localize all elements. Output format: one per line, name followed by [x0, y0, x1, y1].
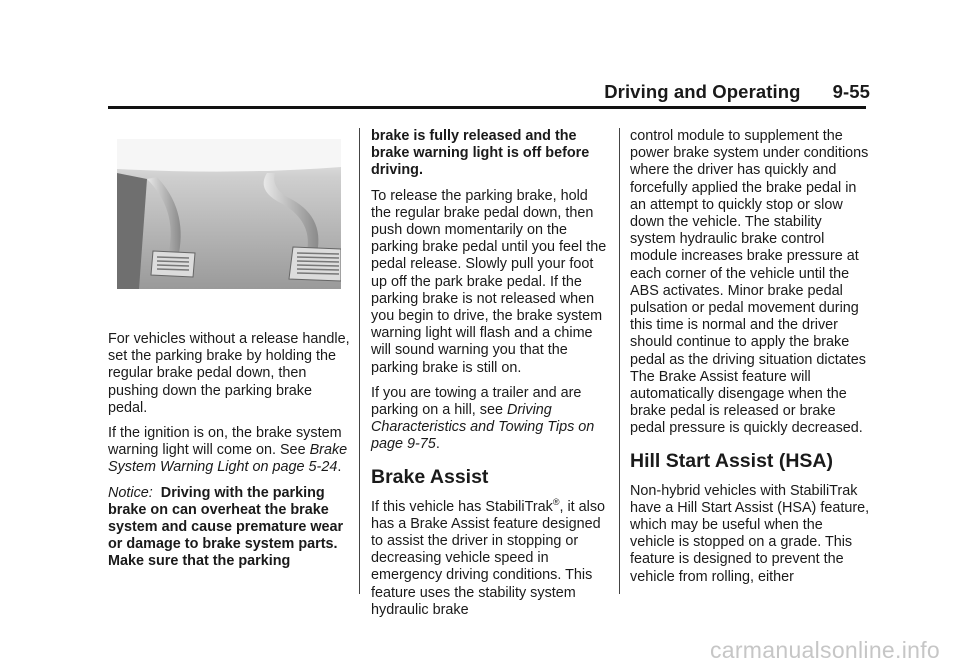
column-divider-2 [619, 128, 620, 594]
watermark: carmanualsonline.info [709, 637, 940, 663]
paragraph-brake-assist-continued: control module to supplement the power brake system under conditions where the driver has quickly and forcefully applied the brake pedal in an attempt to quickly stop or slow down the vehicle. The stability system hydraulic brake control module increases brake pressure at each corner of the vehicle until the ABS activates. Minor brake pedal pulsation or pedal movement during this time is normal and the driver should continue to apply the brake pedal as the driving situation dictates The Brake Assist feature will automatically disengage when the brake pedal is released or brake pedal pressure is quickly decreased. [630, 128, 869, 437]
header-rule [108, 106, 866, 109]
notice-continuation: brake is fully released and the brake warning light is off before driving. [371, 128, 590, 179]
column-1 [108, 331, 352, 579]
parking-brake-pedal [151, 251, 195, 277]
cross-reference-link[interactable]: Brake System Warning Light on page 5-24 [108, 442, 348, 476]
heading-brake-assist: Brake Assist [371, 465, 489, 488]
paragraph-ignition-on: If the ignition is on, the brake system warning light will come on. See Brake System Warning Light on page 5-24. [108, 425, 348, 476]
paragraph-hill-start-assist: Non-hybrid vehicles with StabiliTrak have a Hill Start Assist (HSA) feature, which may be useful when the vehicle is stopped on a grade. This feature is designed to prevent the vehicle from rolling, either [630, 482, 870, 585]
paragraph-without-release-handle: For vehicles without a release handle, set the parking brake by holding the regular brake pedal down, then pushing down the parking brake pedal. [108, 331, 350, 416]
registered-mark: ® [552, 496, 560, 507]
paragraph-release-parking-brake: To release the parking brake, hold the regular brake pedal down, then push down momentarily on the parking brake pedal until you feel the pedal release. Slowly pull your foot up off the park brake pedal. If the parking brake is not released when you begin to drive, the brake system warning light will flash and a chime will sound warning you that the parking brake is still on. [371, 187, 607, 376]
notice-text: Driving with the parking brake on can overheat the brake system and cause premature wear or damage to brake system parts. Make sure that the parking [108, 484, 344, 570]
notice-paragraph [108, 485, 352, 571]
brake-pedals-illustration [117, 139, 341, 289]
column-2 [371, 128, 611, 627]
cross-reference-link[interactable]: Driving Characteristics and Towing Tips on page 9-75 [371, 402, 595, 453]
notice-label: Notice: [108, 484, 153, 501]
heading-hill-start-assist: Hill Start Assist (HSA) [630, 449, 833, 472]
section-title: Driving and Operating [604, 81, 801, 102]
paragraph-brake-assist: If this vehicle has StabiliTrak®, it also has a Brake Assist feature designed to assist the driver in stopping or decreasing vehicle speed in emergency driving conditions. This feature uses the stability system hydraulic brake [371, 496, 606, 618]
running-header [604, 81, 870, 103]
paragraph-towing: If you are towing a trailer and are parking on a hill, see Driving Characteristics and Towing Tips on page 9-75. [371, 384, 595, 453]
column-3 [630, 128, 870, 594]
column-divider-1 [359, 128, 360, 594]
page-number: 9-55 [832, 81, 870, 102]
regular-brake-pedal [289, 247, 341, 281]
